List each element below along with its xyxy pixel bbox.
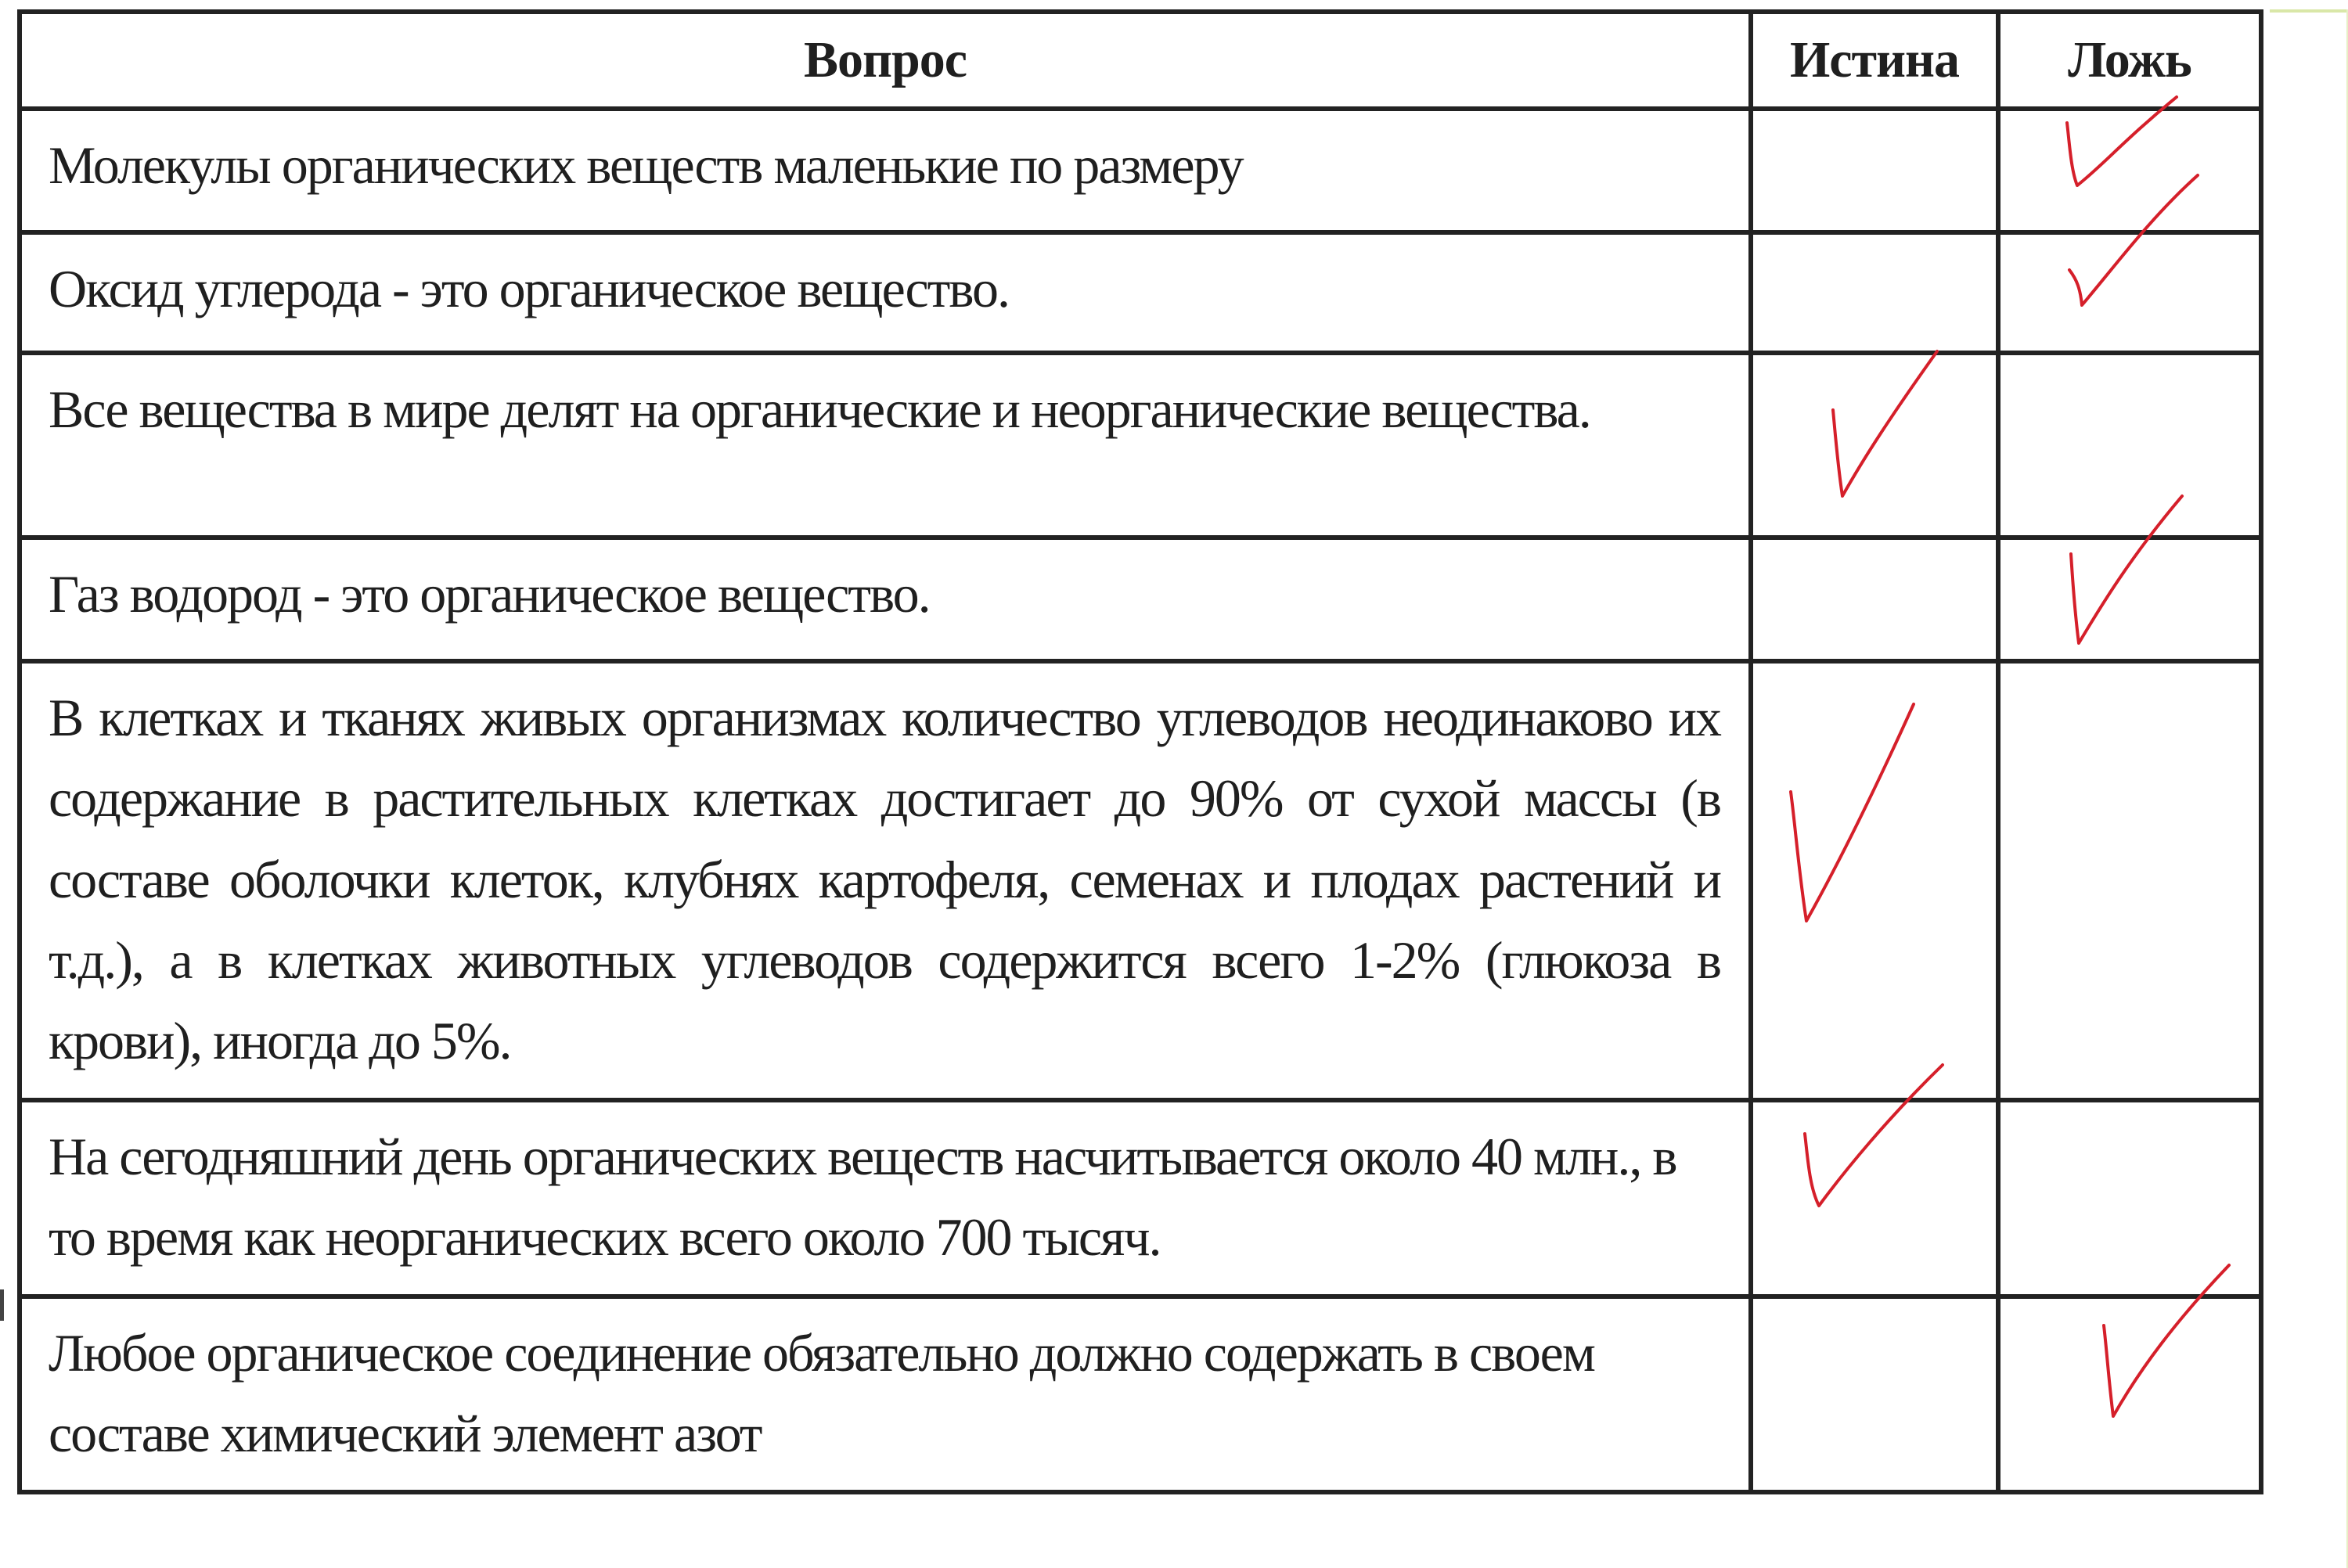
handwritten-check-icon	[1784, 698, 1925, 933]
false-header: Ложь	[1998, 12, 2261, 109]
table-row	[20, 1100, 2261, 1296]
true-cell[interactable]	[1751, 538, 1998, 661]
false-cell[interactable]	[1998, 109, 2261, 232]
false-cell[interactable]	[1998, 1100, 2261, 1296]
true-header: Истина	[1751, 12, 1998, 109]
false-cell[interactable]	[1998, 661, 2261, 1100]
true-cell[interactable]	[1751, 661, 1998, 1100]
question-cell: В клетках и тканях живых организмах количество углеводов неодинаково их содержание в растительных клетках достигает до 90% от сухой массы (в составе оболочки клеток, клубнях картофеля, семенах и плодах растений и т.д.), а в клетках животных углеводов содержится всего 1-2% (глюкоза в крови), иногда до 5%.	[20, 661, 1751, 1100]
false-cell[interactable]	[1998, 232, 2261, 353]
true-cell[interactable]	[1751, 353, 1998, 538]
true-false-table	[17, 9, 2263, 1494]
true-cell[interactable]	[1751, 1296, 1998, 1493]
left-edge-mark	[0, 1289, 4, 1321]
corner-line-top	[2270, 9, 2348, 13]
question-cell: Любое органическое соединение обязательно должно содержать в своем составе химический элемент азот	[20, 1296, 1751, 1493]
question-cell: На сегодняшний день органических веществ насчитывается около 40 млн., в то время как неорганических всего около 700 тысяч.	[20, 1100, 1751, 1296]
question-cell: Газ водород - это органическое вещество.	[20, 538, 1751, 661]
quiz-sheet	[17, 9, 2259, 1463]
question-header: Вопрос	[20, 12, 1751, 109]
table-row	[20, 538, 2261, 661]
table-row	[20, 1296, 2261, 1493]
header-row	[20, 12, 2261, 109]
true-cell[interactable]	[1751, 1100, 1998, 1296]
table-row	[20, 109, 2261, 232]
table-row	[20, 661, 2261, 1100]
question-cell: Все вещества в мире делят на органические и неорганические вещества.	[20, 353, 1751, 538]
false-cell[interactable]	[1998, 1296, 2261, 1493]
true-cell[interactable]	[1751, 232, 1998, 353]
question-cell: Оксид углерода - это органическое вещество.	[20, 232, 1751, 353]
handwritten-check-icon	[2063, 95, 2181, 213]
handwritten-check-icon	[1824, 347, 1941, 520]
question-cell: Молекулы органических веществ маленькие по размеру	[20, 109, 1751, 232]
table-row	[20, 353, 2261, 538]
false-cell[interactable]	[1998, 538, 2261, 661]
false-cell[interactable]	[1998, 353, 2261, 538]
table-row	[20, 232, 2261, 353]
true-cell[interactable]	[1751, 109, 1998, 232]
